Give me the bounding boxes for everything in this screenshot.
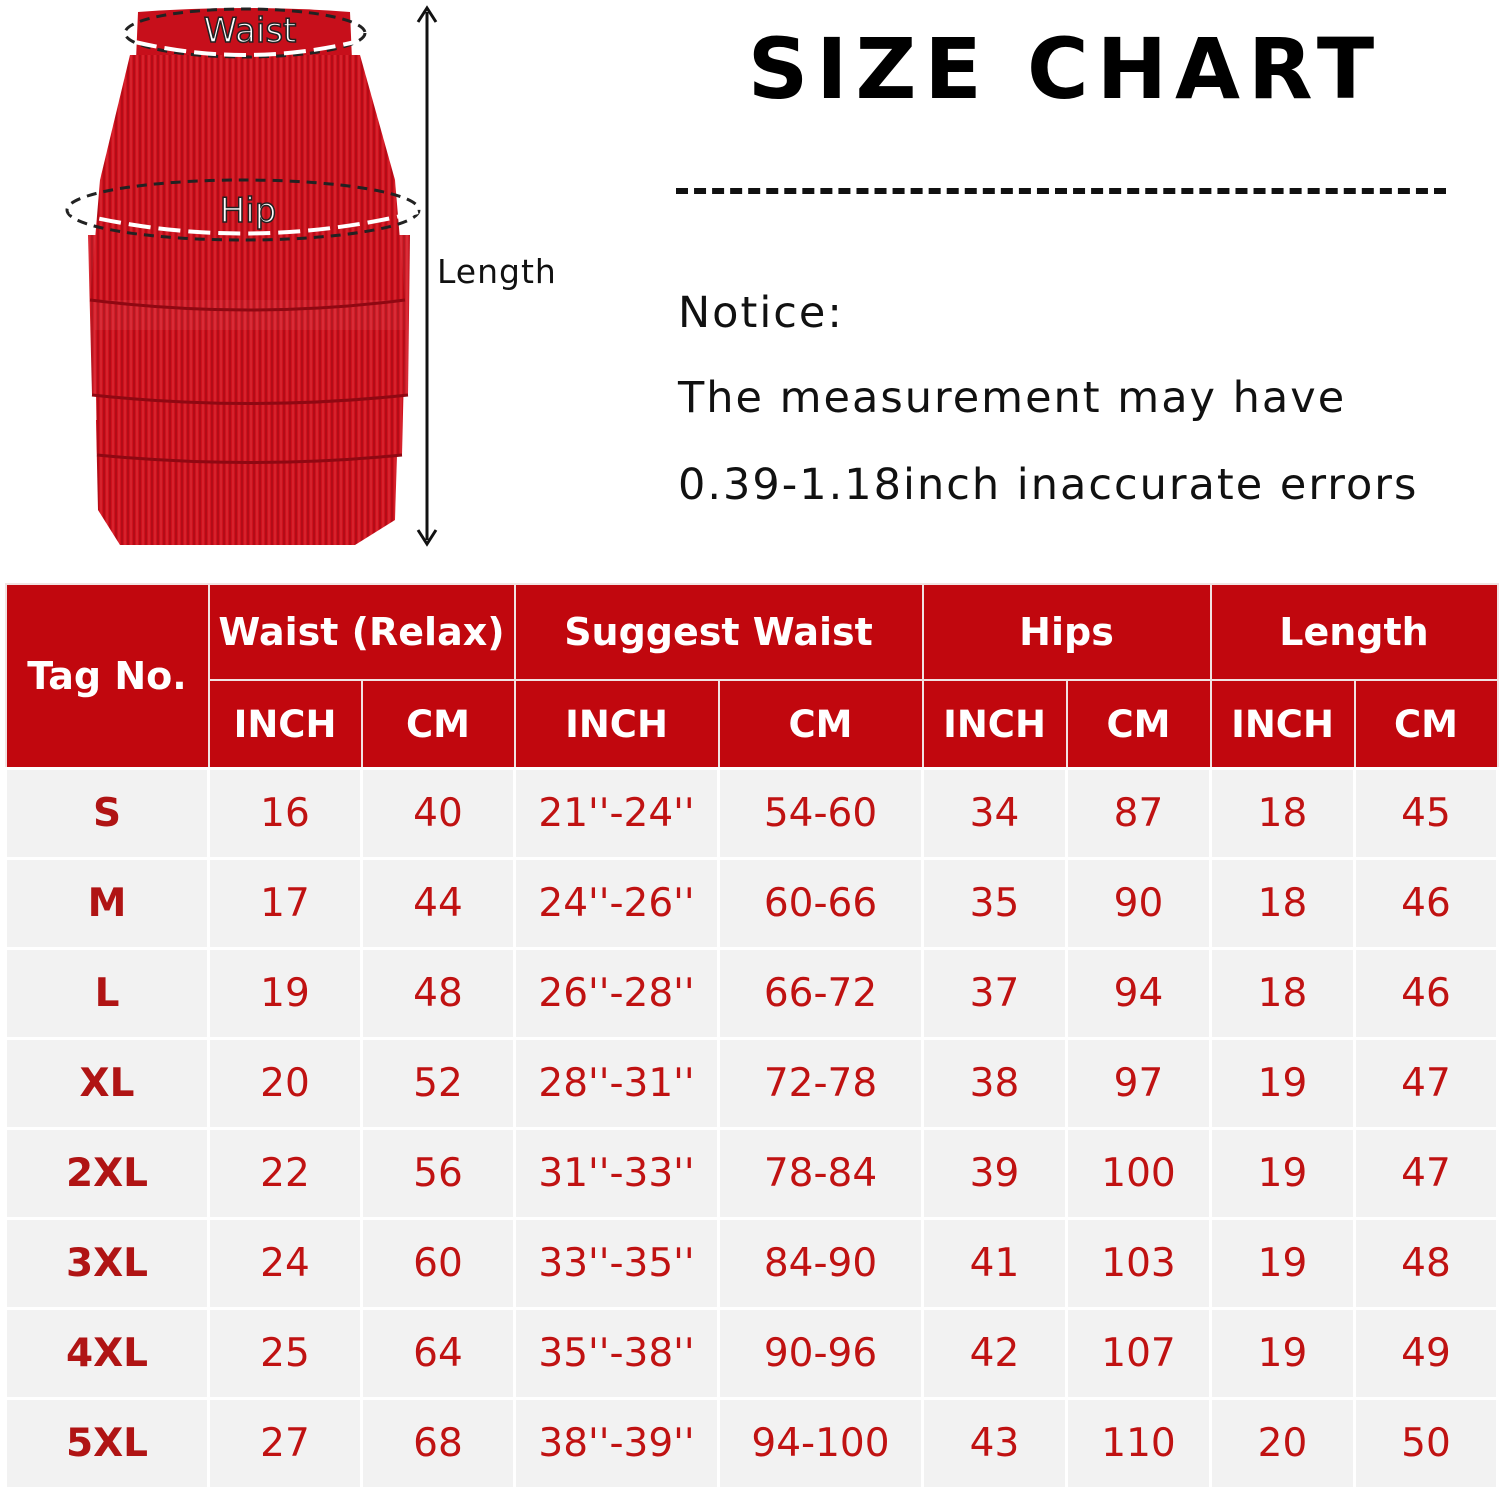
table-cell: 60 [362, 1219, 515, 1309]
notice-text-line-2: 0.39-1.18inch inaccurate errors [678, 460, 1419, 510]
size-cell: XL [6, 1039, 209, 1129]
table-cell: 100 [1067, 1129, 1211, 1219]
table-cell: 47 [1355, 1039, 1498, 1129]
table-cell: 103 [1067, 1219, 1211, 1309]
table-cell: 39 [923, 1129, 1067, 1219]
group-header-hips: Hips [923, 584, 1211, 680]
table-cell: 42 [923, 1309, 1067, 1399]
table-cell: 94 [1067, 949, 1211, 1039]
table-cell: 47 [1355, 1129, 1498, 1219]
table-cell: 54-60 [719, 769, 923, 859]
table-cell: 19 [209, 949, 362, 1039]
table-cell: 107 [1067, 1309, 1211, 1399]
table-cell: 87 [1067, 769, 1211, 859]
table-cell: 94-100 [719, 1399, 923, 1489]
table-cell: 48 [362, 949, 515, 1039]
table-cell: 46 [1355, 859, 1498, 949]
table-cell: 44 [362, 859, 515, 949]
table-header-row-groups [6, 584, 1498, 680]
table-cell: 48 [1355, 1219, 1498, 1309]
size-cell: 2XL [6, 1129, 209, 1219]
size-cell: M [6, 859, 209, 949]
table-cell: 18 [1211, 769, 1355, 859]
table-cell: 28''-31'' [515, 1039, 719, 1129]
table-cell: 18 [1211, 859, 1355, 949]
length-label: Length [437, 252, 557, 291]
table-cell: 38 [923, 1039, 1067, 1129]
table-cell: 35 [923, 859, 1067, 949]
table-cell: 68 [362, 1399, 515, 1489]
table-cell: 19 [1211, 1129, 1355, 1219]
size-cell: 5XL [6, 1399, 209, 1489]
table-cell: 97 [1067, 1039, 1211, 1129]
dashed-divider [676, 188, 1446, 194]
table-header-row-units [6, 680, 1498, 769]
table-cell: 34 [923, 769, 1067, 859]
size-chart-table [4, 583, 1499, 1490]
group-header-waist-relax: Waist (Relax) [209, 584, 515, 680]
table-cell: 19 [1211, 1219, 1355, 1309]
skirt-body [88, 8, 410, 545]
table-cell: 90 [1067, 859, 1211, 949]
table-row [6, 1309, 1498, 1399]
table-cell: 110 [1067, 1399, 1211, 1489]
table-cell: 20 [209, 1039, 362, 1129]
table-cell: 33''-35'' [515, 1219, 719, 1309]
table-cell: 37 [923, 949, 1067, 1039]
table-cell: 90-96 [719, 1309, 923, 1399]
table-cell: 45 [1355, 769, 1498, 859]
table-cell: 52 [362, 1039, 515, 1129]
table-row [6, 1039, 1498, 1129]
table-cell: 18 [1211, 949, 1355, 1039]
table-row [6, 949, 1498, 1039]
table-cell: 17 [209, 859, 362, 949]
unit-header: CM [1355, 680, 1498, 769]
table-row [6, 1219, 1498, 1309]
table-cell: 16 [209, 769, 362, 859]
unit-header: INCH [209, 680, 362, 769]
size-cell: S [6, 769, 209, 859]
table-cell: 46 [1355, 949, 1498, 1039]
table-row [6, 769, 1498, 859]
table-cell: 50 [1355, 1399, 1498, 1489]
size-cell: 4XL [6, 1309, 209, 1399]
hip-label: Hip [219, 191, 277, 231]
table-cell: 26''-28'' [515, 949, 719, 1039]
table-cell: 56 [362, 1129, 515, 1219]
table-cell: 84-90 [719, 1219, 923, 1309]
table-cell: 40 [362, 769, 515, 859]
unit-header: INCH [1211, 680, 1355, 769]
table-cell: 19 [1211, 1309, 1355, 1399]
waist-label: Waist [203, 11, 297, 51]
notice-heading: Notice: [678, 288, 844, 338]
table-cell: 66-72 [719, 949, 923, 1039]
table-cell: 49 [1355, 1309, 1498, 1399]
size-cell: L [6, 949, 209, 1039]
table-cell: 19 [1211, 1039, 1355, 1129]
table-cell: 41 [923, 1219, 1067, 1309]
page-title: SIZE CHART [747, 20, 1383, 118]
table-cell: 25 [209, 1309, 362, 1399]
length-arrow [418, 8, 436, 544]
table-cell: 78-84 [719, 1129, 923, 1219]
table-cell: 64 [362, 1309, 515, 1399]
unit-header: INCH [515, 680, 719, 769]
table-row [6, 1129, 1498, 1219]
table-cell: 24 [209, 1219, 362, 1309]
table-cell: 43 [923, 1399, 1067, 1489]
tag-no-header: Tag No. [6, 584, 209, 769]
table-cell: 24''-26'' [515, 859, 719, 949]
group-header-suggest-waist: Suggest Waist [515, 584, 923, 680]
table-cell: 22 [209, 1129, 362, 1219]
table-cell: 72-78 [719, 1039, 923, 1129]
table-cell: 31''-33'' [515, 1129, 719, 1219]
table-cell: 20 [1211, 1399, 1355, 1489]
table-cell: 35''-38'' [515, 1309, 719, 1399]
table-cell: 27 [209, 1399, 362, 1489]
unit-header: INCH [923, 680, 1067, 769]
size-cell: 3XL [6, 1219, 209, 1309]
table-row [6, 1399, 1498, 1489]
unit-header: CM [362, 680, 515, 769]
table-cell: 38''-39'' [515, 1399, 719, 1489]
unit-header: CM [719, 680, 923, 769]
table-cell: 60-66 [719, 859, 923, 949]
unit-header: CM [1067, 680, 1211, 769]
table-row [6, 859, 1498, 949]
notice-text-line-1: The measurement may have [678, 373, 1347, 423]
table-cell: 21''-24'' [515, 769, 719, 859]
group-header-length: Length [1211, 584, 1498, 680]
